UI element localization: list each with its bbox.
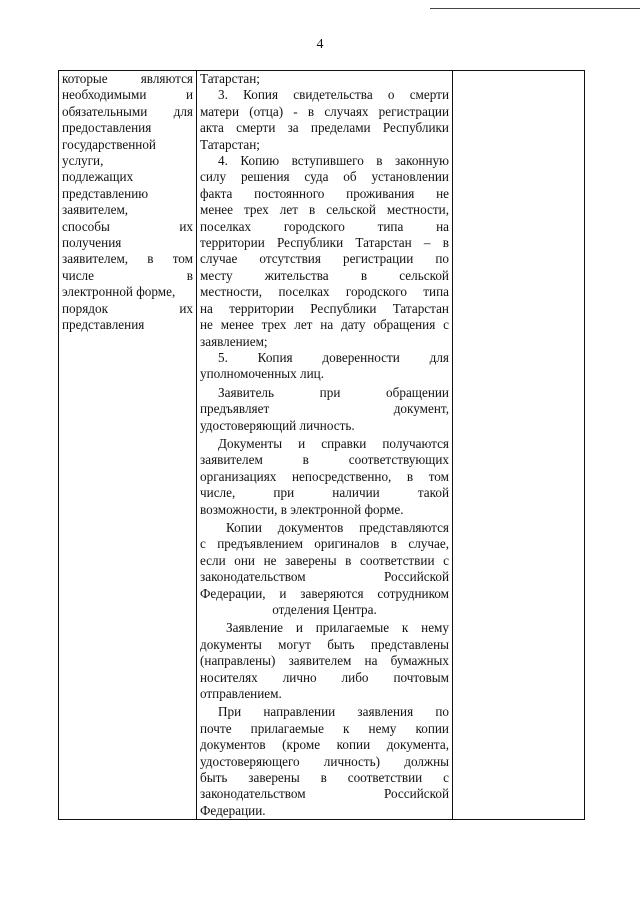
text-line: обязательными для bbox=[62, 103, 193, 119]
text-line: числе, при наличии такой bbox=[200, 485, 449, 501]
text-line: поселках городского типа на bbox=[200, 218, 449, 234]
text-line: электронной форме, bbox=[62, 284, 176, 300]
text-line: носителях лично либо почтовым bbox=[200, 669, 449, 685]
text-line: законодательством Российской bbox=[200, 569, 449, 585]
cell-requirement-name bbox=[59, 71, 197, 820]
text-line: организациях непосредственно, в том bbox=[200, 468, 449, 484]
text-line: документы могут быть представлены bbox=[200, 636, 449, 652]
text-line: быть заверены в соответствии с bbox=[200, 770, 449, 786]
text-line: заявителем, в том bbox=[62, 251, 193, 267]
text-line: удостоверяющий личность. bbox=[200, 417, 355, 433]
text-line: Татарстан; bbox=[200, 136, 260, 152]
text-line: подлежащих bbox=[62, 169, 134, 185]
cell-documents-description bbox=[197, 71, 453, 820]
text-line: месту жительства в сельской bbox=[200, 267, 449, 283]
page-number: 4 bbox=[316, 37, 324, 52]
text-line: Федерации, и заверяются сотрудником bbox=[200, 585, 449, 601]
text-line: предъявляет документ, bbox=[200, 401, 449, 417]
text-line: 5. Копия доверенности для bbox=[218, 349, 449, 365]
text-line: матери (отца) - в случаях регистрации bbox=[200, 103, 449, 119]
text-line: территории Республики Татарстан – в bbox=[200, 235, 449, 251]
text-line: способы их bbox=[62, 218, 193, 234]
text-line: акта смерти за пределами Республики bbox=[200, 120, 449, 136]
text-line: числе в bbox=[62, 267, 193, 283]
text-line: возможности, в электронной форме. bbox=[200, 501, 404, 517]
text-line: 3. Копия свидетельства о смерти bbox=[218, 87, 449, 103]
text-line: представлению bbox=[62, 185, 149, 201]
text-line: отправлением. bbox=[200, 686, 282, 702]
text-line: которые являются bbox=[62, 71, 193, 86]
text-line: порядок их bbox=[62, 300, 193, 316]
text-line: не менее трех лет на дату обращения с bbox=[200, 317, 449, 333]
text-line: Заявитель при обращении bbox=[218, 384, 449, 400]
text-line: если они не заверены в соответствии с bbox=[200, 552, 449, 568]
text-line: (направлены) заявителем на бумажных bbox=[200, 653, 449, 669]
text-line: документов (кроме копии документа, bbox=[200, 737, 449, 753]
document-table bbox=[58, 70, 585, 820]
text-line: удостоверяющего личность) должны bbox=[200, 753, 449, 769]
text-line: законодательством Российской bbox=[200, 786, 449, 802]
text-line: 4. Копию вступившего в законную bbox=[218, 153, 449, 169]
text-line: При направлении заявления по bbox=[218, 704, 449, 720]
text-line: отделения Центра. bbox=[272, 602, 377, 617]
text-line: Копии документов представляются bbox=[226, 519, 449, 535]
text-line: предоставления bbox=[62, 120, 152, 136]
text-line: силу решения суда об установлении bbox=[200, 169, 449, 185]
text-line: заявителем, bbox=[62, 202, 129, 218]
text-line: необходимыми и bbox=[62, 87, 193, 103]
text-line: услуги, bbox=[62, 153, 104, 169]
text-line: факта постоянного проживания не bbox=[200, 185, 449, 201]
text-line: случае отсутствия регистрации по bbox=[200, 251, 449, 267]
text-line: Федерации. bbox=[200, 802, 266, 818]
text-line: менее трех лет в сельской местности, bbox=[200, 202, 449, 218]
text-line: Документы и справки получаются bbox=[218, 435, 449, 451]
table-row bbox=[59, 71, 585, 820]
text-line: почте прилагаемые к нему копии bbox=[200, 720, 449, 736]
text-line: уполномоченных лиц. bbox=[200, 366, 324, 382]
text-line: государственной bbox=[62, 136, 156, 152]
text-line: представления bbox=[62, 317, 145, 333]
text-line: Татарстан; bbox=[200, 71, 260, 86]
cell-empty bbox=[453, 71, 585, 820]
text-line: Заявление и прилагаемые к нему bbox=[226, 620, 449, 636]
text-line: заявлением; bbox=[200, 333, 268, 349]
text-line: с предъявлением оригиналов в случае, bbox=[200, 536, 449, 552]
text-line: заявителем в соответствующих bbox=[200, 452, 449, 468]
text-line: местности, поселках городского типа bbox=[200, 284, 449, 300]
text-line: получения bbox=[62, 235, 122, 251]
text-line: на территории Республики Татарстан bbox=[200, 300, 449, 316]
top-rule bbox=[430, 8, 640, 9]
